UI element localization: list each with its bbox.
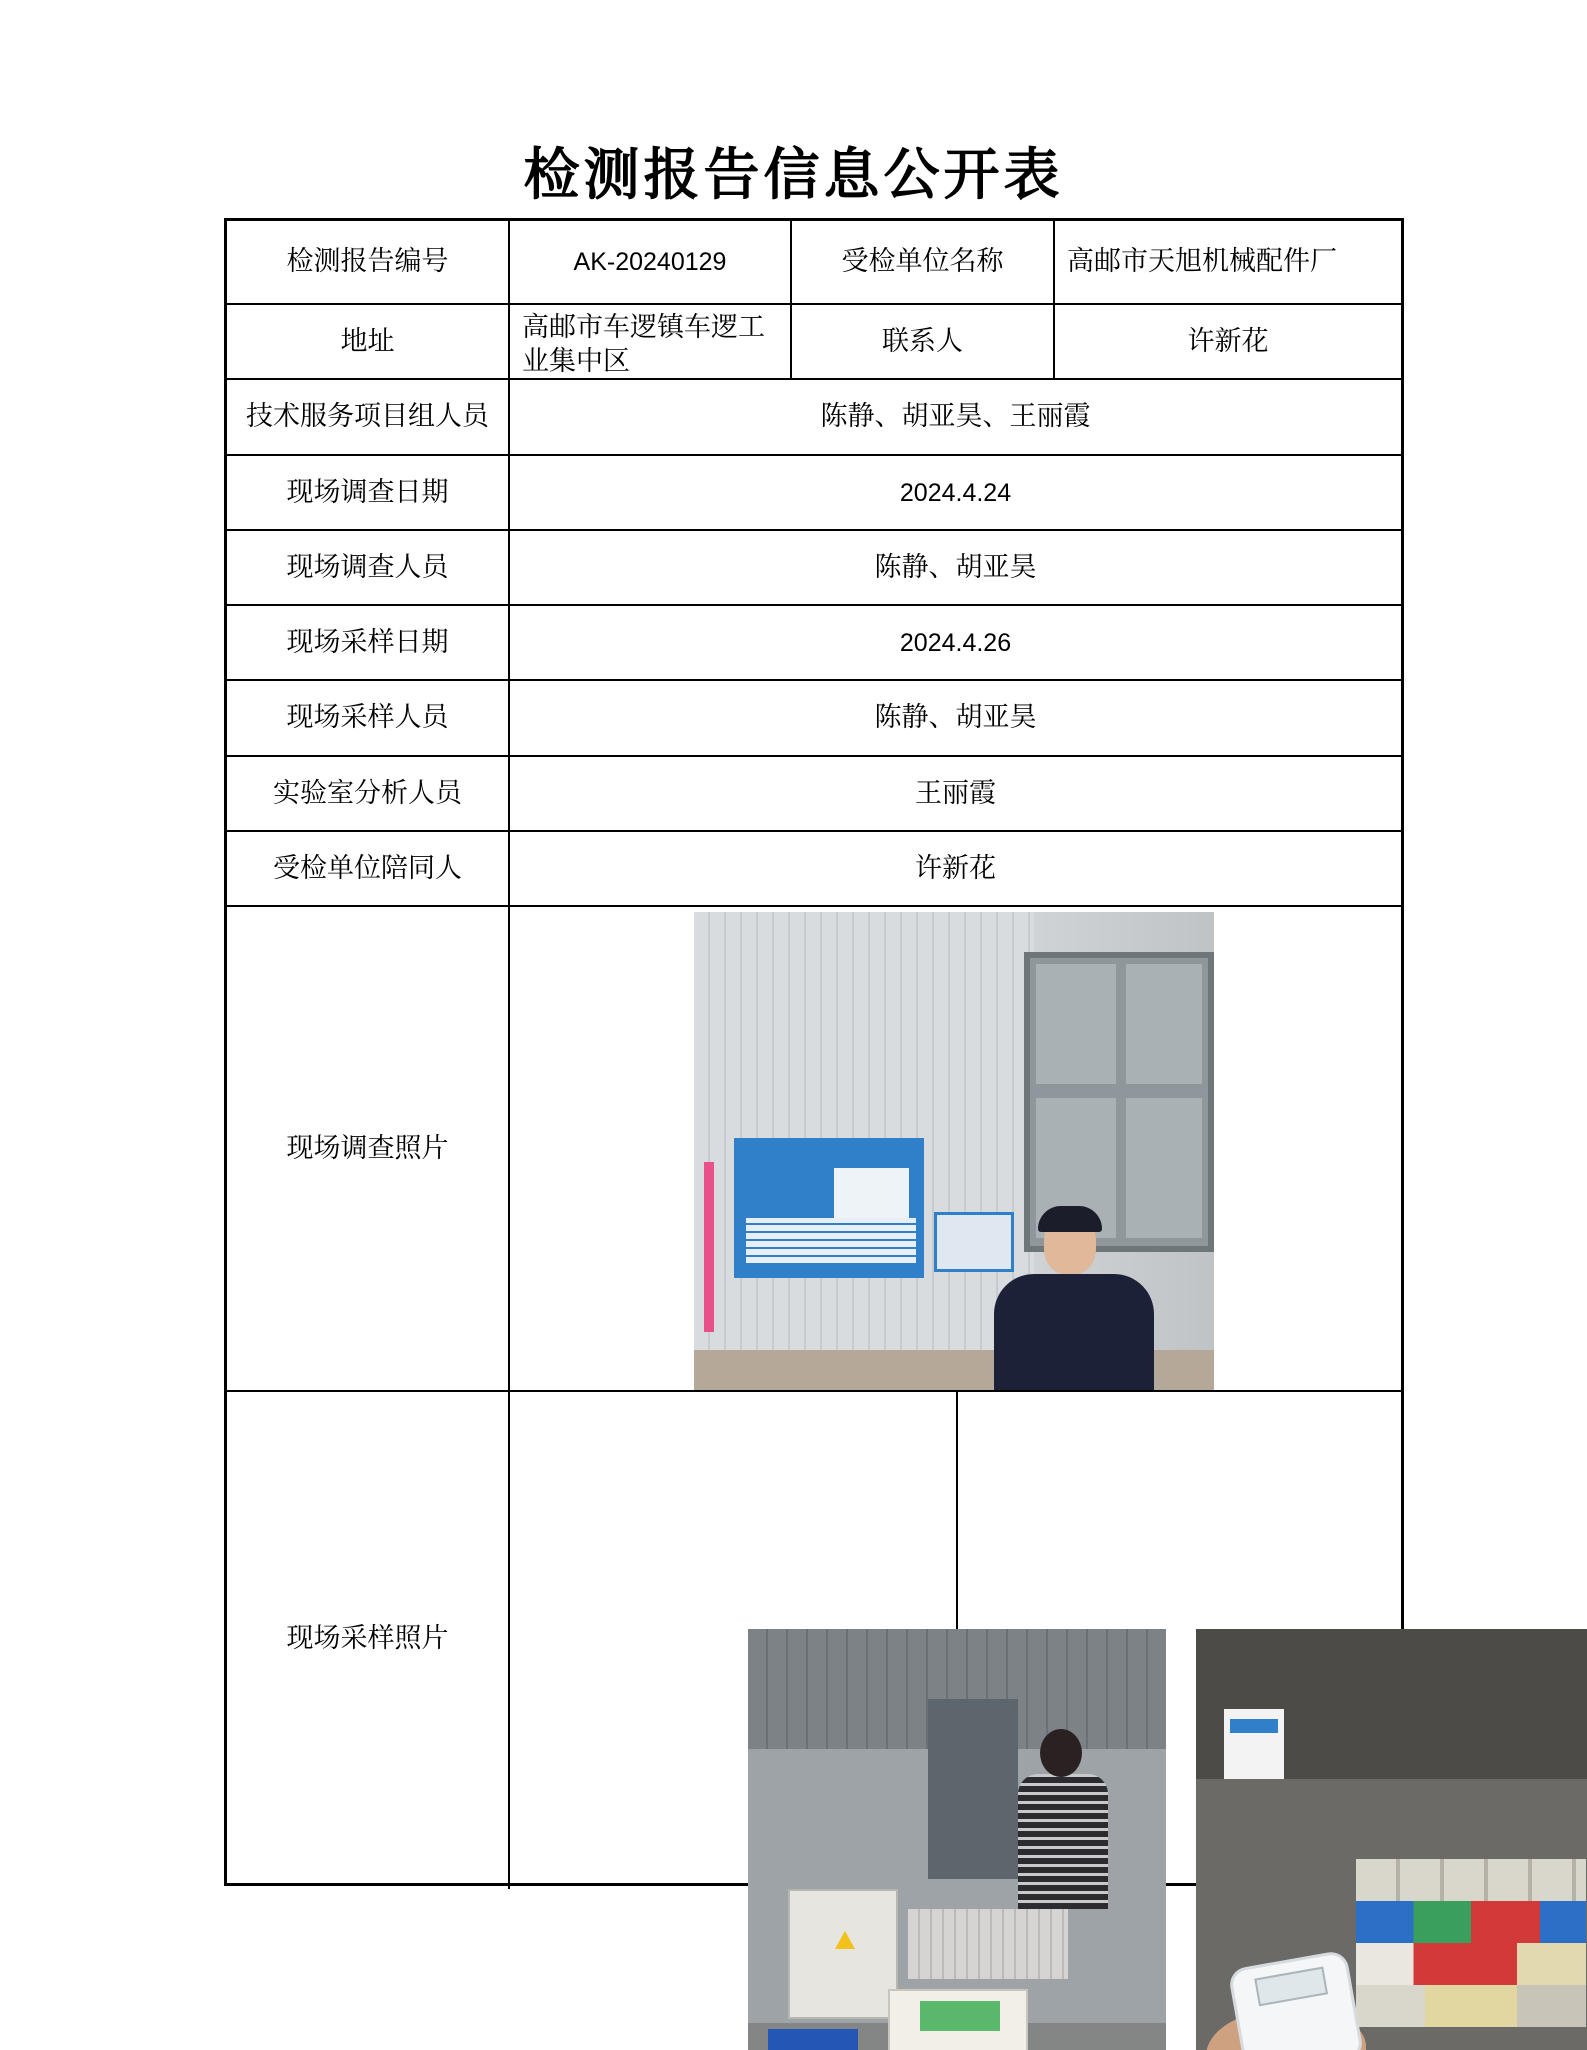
sampling-photo-label: 现场采样照片	[286, 1623, 449, 1654]
address-value: 高邮市车逻镇车逻工业集中区	[522, 312, 765, 377]
row-label: 现场调查人员	[286, 551, 449, 583]
contact-value: 许新花	[1187, 325, 1269, 357]
row-value: 2024.4.24	[899, 478, 1012, 507]
row-label: 现场采样日期	[286, 626, 449, 658]
row-value: 陈静、胡亚昊、王丽霞	[820, 401, 1091, 432]
report-number-value: AK-20240129	[573, 248, 727, 276]
report-table	[224, 218, 1404, 1886]
row-value: 2024.4.26	[899, 628, 1012, 657]
unit-name-value: 高邮市天旭机械配件厂	[1067, 246, 1337, 277]
sampling-photo-2	[1196, 1629, 1587, 2050]
row-value: 陈静、胡亚昊	[874, 551, 1037, 583]
row-label: 实验室分析人员	[273, 777, 462, 809]
survey-photo-label: 现场调查照片	[286, 1132, 449, 1164]
page-title: 检测报告信息公开表	[523, 142, 1064, 208]
row-label: 现场调查日期	[286, 476, 449, 508]
report-number-label: 检测报告编号	[286, 246, 449, 277]
address-label: 地址	[340, 325, 395, 357]
row-label: 受检单位陪同人	[273, 852, 462, 884]
unit-name-label: 受检单位名称	[841, 246, 1004, 277]
row-value: 陈静、胡亚昊	[874, 702, 1037, 733]
row-value: 许新花	[915, 852, 996, 884]
contact-label: 联系人	[882, 325, 963, 357]
sampling-photo-1	[748, 1629, 1166, 2050]
survey-photo	[694, 912, 1214, 1390]
row-label: 技术服务项目组人员	[246, 401, 489, 432]
row-value: 王丽霞	[915, 777, 996, 809]
row-label: 现场采样人员	[286, 702, 449, 733]
